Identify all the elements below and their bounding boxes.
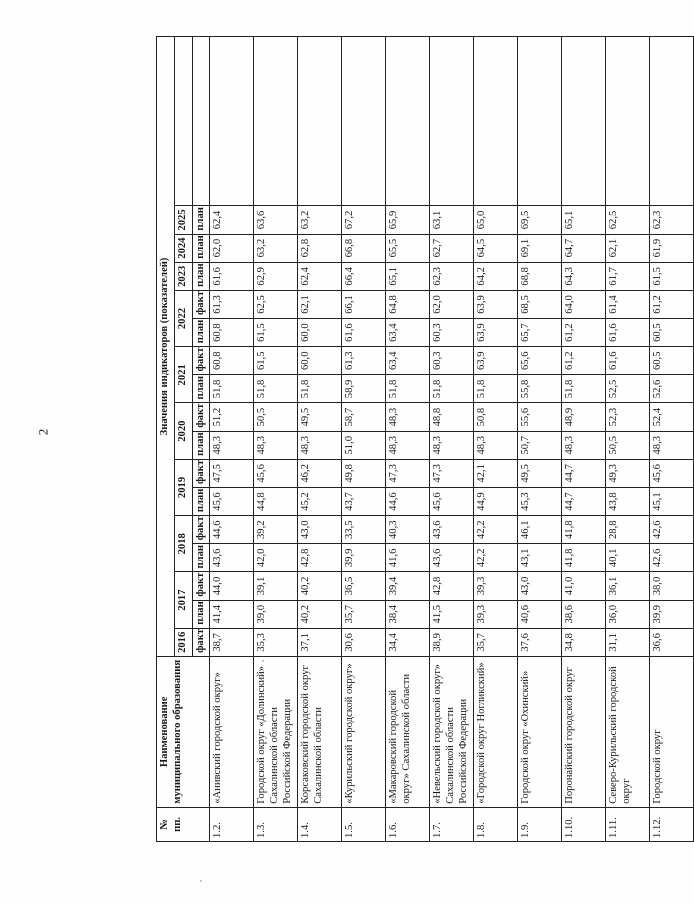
- table-row: [606, 37, 650, 842]
- value-cell: 64,2: [474, 262, 518, 290]
- value-cell: 63,6: [254, 206, 298, 234]
- row-spacer: [298, 37, 342, 206]
- value-cell: 44,7: [562, 487, 606, 515]
- sub-plan: план: [192, 431, 210, 459]
- table-row: [650, 37, 694, 842]
- header-municipality: Наименование муниципального образования: [157, 656, 210, 807]
- value-cell: 48,3: [210, 431, 254, 459]
- value-cell: 43,6: [210, 544, 254, 572]
- value-cell: 52,4: [650, 403, 694, 431]
- value-cell: 45,6: [650, 459, 694, 487]
- value-cell: 63,4: [386, 319, 430, 347]
- row-number: 1.6.: [386, 807, 430, 841]
- value-cell: 62,3: [430, 262, 474, 290]
- year-2016: 2016: [175, 628, 193, 656]
- value-cell: 33,5: [342, 516, 386, 544]
- year-2018: 2018: [175, 516, 193, 572]
- value-cell: 48,8: [430, 403, 474, 431]
- value-cell: 43,6: [430, 516, 474, 544]
- value-cell: 38,7: [210, 628, 254, 656]
- value-cell: 62,3: [650, 206, 694, 234]
- value-cell: 34,4: [386, 628, 430, 656]
- value-cell: 51,8: [210, 375, 254, 403]
- value-cell: 48,3: [650, 431, 694, 459]
- row-spacer: [562, 37, 606, 206]
- value-cell: 44,8: [254, 487, 298, 515]
- value-cell: 42,0: [254, 544, 298, 572]
- value-cell: 40,2: [298, 572, 342, 600]
- rotated-table-wrapper: [156, 36, 694, 842]
- municipality-name: Городской округ «Долинский» Сахалинской области Российской Федерации: [254, 656, 298, 807]
- value-cell: 61,6: [606, 319, 650, 347]
- value-cell: 37,6: [518, 628, 562, 656]
- value-cell: 49,3: [606, 459, 650, 487]
- value-cell: 51,8: [386, 375, 430, 403]
- municipality-name: Поронайский городской округ: [562, 656, 606, 807]
- value-cell: 51,8: [254, 375, 298, 403]
- row-number: 1.4.: [298, 807, 342, 841]
- value-cell: 41,5: [430, 600, 474, 628]
- value-cell: 44,6: [386, 487, 430, 515]
- value-cell: 61,5: [254, 347, 298, 375]
- value-cell: 38,0: [650, 572, 694, 600]
- header-number: № пп.: [157, 807, 210, 841]
- municipality-name: Корсаковский городской округ Сахалинской области: [298, 656, 342, 807]
- value-cell: 51,8: [298, 375, 342, 403]
- value-cell: 52,5: [606, 375, 650, 403]
- value-cell: 50,8: [474, 403, 518, 431]
- value-cell: 46,2: [298, 459, 342, 487]
- value-cell: 37,1: [298, 628, 342, 656]
- value-cell: 51,2: [210, 403, 254, 431]
- value-cell: 60,3: [430, 319, 474, 347]
- row-number: 1.5.: [342, 807, 386, 841]
- year-2020: 2020: [175, 403, 193, 459]
- municipality-name: Городской округ: [650, 656, 694, 807]
- table-row: [430, 37, 474, 842]
- municipality-name: «Курильский городской округ»: [342, 656, 386, 807]
- value-cell: 61,3: [342, 347, 386, 375]
- value-cell: 41,8: [562, 544, 606, 572]
- value-cell: 48,3: [562, 431, 606, 459]
- value-cell: 64,7: [562, 234, 606, 262]
- document-sheet: [60, 0, 664, 904]
- value-cell: 62,0: [210, 234, 254, 262]
- value-cell: 50,7: [518, 431, 562, 459]
- value-cell: 51,8: [430, 375, 474, 403]
- row-spacer: [650, 37, 694, 206]
- value-cell: 40,2: [298, 600, 342, 628]
- row-spacer: [606, 37, 650, 206]
- value-cell: 39,9: [342, 544, 386, 572]
- table-row: [474, 37, 518, 842]
- sub-fact: факт: [192, 347, 210, 375]
- year-2017: 2017: [175, 572, 193, 628]
- value-cell: 44,9: [474, 487, 518, 515]
- value-cell: 62,7: [430, 234, 474, 262]
- value-cell: 68,8: [518, 262, 562, 290]
- value-cell: 42,2: [474, 544, 518, 572]
- value-cell: 50,5: [254, 403, 298, 431]
- value-cell: 62,4: [298, 262, 342, 290]
- value-cell: 65,1: [562, 206, 606, 234]
- sub-plan: план: [192, 234, 210, 262]
- value-cell: 43,0: [298, 516, 342, 544]
- value-cell: 47,3: [430, 459, 474, 487]
- row-number: 1.2.: [210, 807, 254, 841]
- row-number: 1.7.: [430, 807, 474, 841]
- value-cell: 61,5: [650, 262, 694, 290]
- value-cell: 30,6: [342, 628, 386, 656]
- value-cell: 42,2: [474, 516, 518, 544]
- value-cell: 63,4: [386, 347, 430, 375]
- value-cell: 35,3: [254, 628, 298, 656]
- value-cell: 41,4: [210, 600, 254, 628]
- value-cell: 60,0: [298, 347, 342, 375]
- value-cell: 48,9: [562, 403, 606, 431]
- value-cell: 61,6: [210, 262, 254, 290]
- value-cell: 39,4: [386, 572, 430, 600]
- table-row: [518, 37, 562, 842]
- value-cell: 31,1: [606, 628, 650, 656]
- table-row: [298, 37, 342, 842]
- row-number: 1.8.: [474, 807, 518, 841]
- row-spacer: [518, 37, 562, 206]
- table-row: [254, 37, 298, 842]
- sub-fact: факт: [192, 572, 210, 600]
- value-cell: 61,7: [606, 262, 650, 290]
- page-number: 2: [35, 428, 51, 436]
- value-cell: 36,5: [342, 572, 386, 600]
- value-cell: 50,5: [606, 431, 650, 459]
- value-cell: 34,8: [562, 628, 606, 656]
- value-cell: 49,5: [298, 403, 342, 431]
- value-cell: 60,3: [430, 347, 474, 375]
- value-cell: 41,0: [562, 572, 606, 600]
- value-cell: 48,3: [254, 431, 298, 459]
- value-cell: 55,6: [518, 403, 562, 431]
- row-number: 1.3.: [254, 807, 298, 841]
- value-cell: 65,0: [474, 206, 518, 234]
- value-cell: 66,8: [342, 234, 386, 262]
- value-cell: 63,2: [254, 234, 298, 262]
- row-number: 1.10.: [562, 807, 606, 841]
- indicators-table: [156, 36, 694, 842]
- municipality-name: Северо-Курильский городской округ: [606, 656, 650, 807]
- sub-fact: факт: [192, 403, 210, 431]
- year-2021: 2021: [175, 347, 193, 403]
- value-cell: 62,5: [254, 290, 298, 318]
- value-cell: 40,3: [386, 516, 430, 544]
- sub-plan: план: [192, 206, 210, 234]
- row-spacer: [210, 37, 254, 206]
- value-cell: 61,6: [606, 347, 650, 375]
- value-cell: 36,1: [606, 572, 650, 600]
- value-cell: 43,1: [518, 544, 562, 572]
- municipality-name: Городской округ «Охинский»: [518, 656, 562, 807]
- header-indicator-values: Значения индикаторов (показателей): [157, 37, 175, 657]
- value-cell: 62,5: [606, 206, 650, 234]
- value-cell: 51,8: [562, 375, 606, 403]
- value-cell: 62,4: [210, 206, 254, 234]
- sub-plan: план: [192, 262, 210, 290]
- year-2023: 2023: [175, 262, 193, 290]
- value-cell: 63,1: [430, 206, 474, 234]
- value-cell: 44,6: [210, 516, 254, 544]
- value-cell: 44,0: [210, 572, 254, 600]
- table-row: [562, 37, 606, 842]
- value-cell: 39,3: [474, 572, 518, 600]
- value-cell: 41,6: [386, 544, 430, 572]
- value-cell: 62,1: [298, 290, 342, 318]
- row-spacer: [386, 37, 430, 206]
- value-cell: 60,8: [210, 319, 254, 347]
- sub-plan: план: [192, 319, 210, 347]
- value-cell: 45,3: [518, 487, 562, 515]
- value-cell: 61,9: [650, 234, 694, 262]
- value-cell: 51,0: [342, 431, 386, 459]
- value-cell: 39,1: [254, 572, 298, 600]
- value-cell: 36,0: [606, 600, 650, 628]
- value-cell: 42,1: [474, 459, 518, 487]
- scan-artifact: [200, 880, 202, 882]
- value-cell: 63,9: [474, 319, 518, 347]
- header-spacer: [175, 37, 193, 206]
- sub-fact: факт: [192, 290, 210, 318]
- value-cell: 39,2: [254, 516, 298, 544]
- value-cell: 62,0: [430, 290, 474, 318]
- value-cell: 65,9: [386, 206, 430, 234]
- value-cell: 69,5: [518, 206, 562, 234]
- year-2024: 2024: [175, 234, 193, 262]
- value-cell: 45,2: [298, 487, 342, 515]
- value-cell: 61,5: [254, 319, 298, 347]
- scan-artifact: [262, 660, 264, 662]
- value-cell: 65,5: [386, 234, 430, 262]
- value-cell: 58,7: [342, 403, 386, 431]
- value-cell: 68,5: [518, 290, 562, 318]
- value-cell: 64,8: [386, 290, 430, 318]
- value-cell: 63,9: [474, 347, 518, 375]
- table-body: [210, 37, 694, 842]
- value-cell: 65,1: [386, 262, 430, 290]
- value-cell: 49,5: [518, 459, 562, 487]
- header-spacer: [192, 37, 210, 206]
- value-cell: 61,2: [650, 290, 694, 318]
- value-cell: 64,5: [474, 234, 518, 262]
- value-cell: 42,6: [650, 544, 694, 572]
- sub-plan: план: [192, 544, 210, 572]
- row-spacer: [474, 37, 518, 206]
- value-cell: 48,3: [386, 431, 430, 459]
- value-cell: 44,7: [562, 459, 606, 487]
- value-cell: 46,1: [518, 516, 562, 544]
- value-cell: 62,9: [254, 262, 298, 290]
- value-cell: 67,2: [342, 206, 386, 234]
- value-cell: 52,3: [606, 403, 650, 431]
- value-cell: 41,8: [562, 516, 606, 544]
- value-cell: 45,6: [430, 487, 474, 515]
- value-cell: 63,2: [298, 206, 342, 234]
- value-cell: 49,8: [342, 459, 386, 487]
- row-number: 1.12.: [650, 807, 694, 841]
- table-row: [210, 37, 254, 842]
- table-row: [386, 37, 430, 842]
- value-cell: 64,3: [562, 262, 606, 290]
- value-cell: 61,2: [562, 319, 606, 347]
- value-cell: 48,3: [298, 431, 342, 459]
- row-spacer: [430, 37, 474, 206]
- value-cell: 65,6: [518, 347, 562, 375]
- value-cell: 38,9: [430, 628, 474, 656]
- sub-plan: план: [192, 375, 210, 403]
- sub-plan: план: [192, 600, 210, 628]
- value-cell: 48,3: [474, 431, 518, 459]
- municipality-name: «Анивский городской округ»: [210, 656, 254, 807]
- municipality-name: «Макаровский городской округ» Сахалинской области: [386, 656, 430, 807]
- value-cell: 35,7: [474, 628, 518, 656]
- table-row: [342, 37, 386, 842]
- year-2022: 2022: [175, 290, 193, 346]
- value-cell: 65,7: [518, 319, 562, 347]
- year-2019: 2019: [175, 459, 193, 515]
- sub-fact: факт: [192, 516, 210, 544]
- value-cell: 45,6: [210, 487, 254, 515]
- value-cell: 62,8: [298, 234, 342, 262]
- value-cell: 52,6: [650, 375, 694, 403]
- value-cell: 55,8: [518, 375, 562, 403]
- value-cell: 45,1: [650, 487, 694, 515]
- value-cell: 61,4: [606, 290, 650, 318]
- value-cell: 60,8: [210, 347, 254, 375]
- value-cell: 43,0: [518, 572, 562, 600]
- row-number: 1.9.: [518, 807, 562, 841]
- value-cell: 47,3: [386, 459, 430, 487]
- row-spacer: [342, 37, 386, 206]
- value-cell: 61,3: [210, 290, 254, 318]
- value-cell: 40,1: [606, 544, 650, 572]
- value-cell: 61,2: [562, 347, 606, 375]
- value-cell: 28,8: [606, 516, 650, 544]
- value-cell: 60,5: [650, 347, 694, 375]
- value-cell: 61,6: [342, 319, 386, 347]
- value-cell: 42,8: [298, 544, 342, 572]
- municipality-name: «Городской округ Ногликский»: [474, 656, 518, 807]
- value-cell: 69,1: [518, 234, 562, 262]
- value-cell: 62,1: [606, 234, 650, 262]
- value-cell: 43,7: [342, 487, 386, 515]
- value-cell: 40,6: [518, 600, 562, 628]
- value-cell: 35,7: [342, 600, 386, 628]
- sub-plan: план: [192, 487, 210, 515]
- sub-fact: факт: [192, 628, 210, 656]
- row-spacer: [254, 37, 298, 206]
- value-cell: 64,0: [562, 290, 606, 318]
- value-cell: 63,9: [474, 290, 518, 318]
- value-cell: 48,3: [430, 431, 474, 459]
- value-cell: 47,5: [210, 459, 254, 487]
- row-number: 1.11.: [606, 807, 650, 841]
- value-cell: 51,8: [474, 375, 518, 403]
- value-cell: 39,0: [254, 600, 298, 628]
- value-cell: 45,6: [254, 459, 298, 487]
- value-cell: 42,6: [650, 516, 694, 544]
- value-cell: 38,4: [386, 600, 430, 628]
- value-cell: 36,6: [650, 628, 694, 656]
- value-cell: 58,9: [342, 375, 386, 403]
- value-cell: 48,3: [386, 403, 430, 431]
- value-cell: 60,5: [650, 319, 694, 347]
- sub-fact: факт: [192, 459, 210, 487]
- value-cell: 43,6: [430, 544, 474, 572]
- value-cell: 39,3: [474, 600, 518, 628]
- value-cell: 42,8: [430, 572, 474, 600]
- year-2025: 2025: [175, 206, 193, 234]
- value-cell: 43,8: [606, 487, 650, 515]
- value-cell: 66,1: [342, 290, 386, 318]
- value-cell: 39,9: [650, 600, 694, 628]
- municipality-name: «Невельский городской округ» Сахалинской области Российской Федерации: [430, 656, 474, 807]
- value-cell: 38,6: [562, 600, 606, 628]
- value-cell: 60,0: [298, 319, 342, 347]
- value-cell: 66,4: [342, 262, 386, 290]
